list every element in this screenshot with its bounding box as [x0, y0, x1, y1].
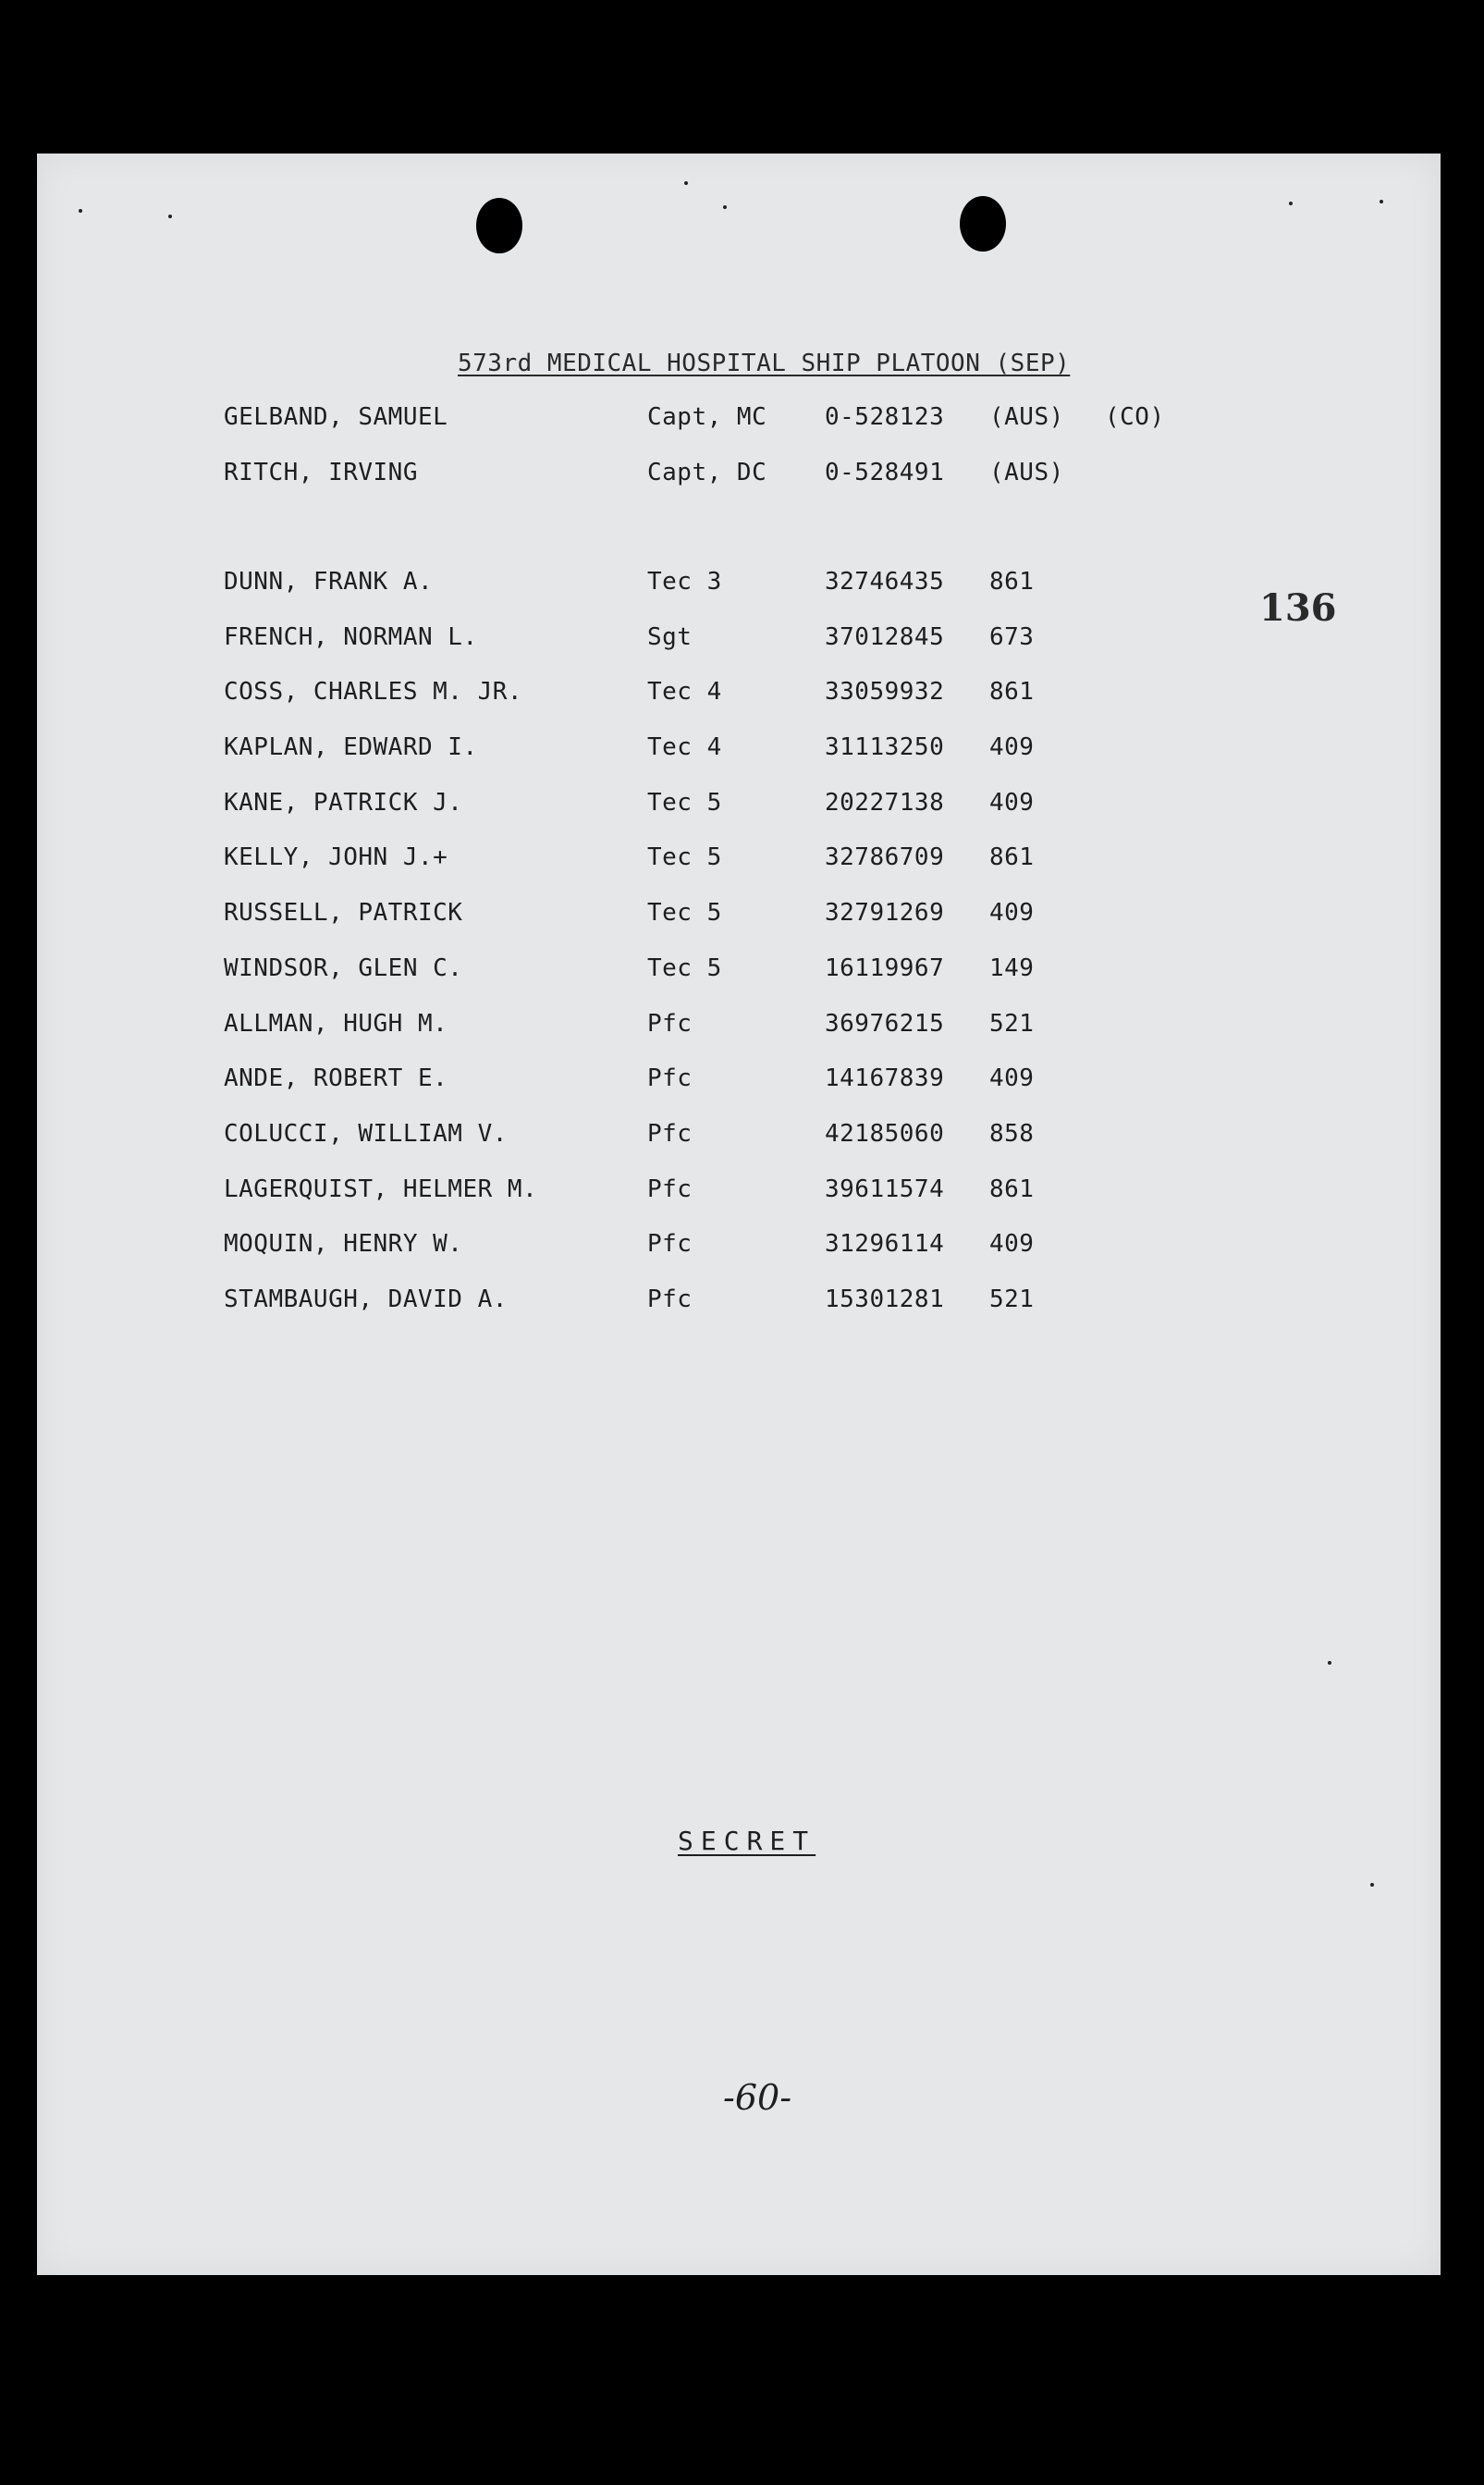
- officer-note: (CO): [1105, 403, 1165, 431]
- enlisted-code: 149: [989, 954, 1035, 982]
- enlisted-rank: Tec 5: [647, 899, 722, 927]
- enlisted-rank: Pfc: [647, 1120, 693, 1148]
- enlisted-serial: 36976215: [825, 1010, 945, 1038]
- officer-component: (AUS): [989, 403, 1064, 431]
- enlisted-serial: 31113250: [825, 733, 945, 761]
- paper-speck: [1328, 1661, 1331, 1665]
- enlisted-name: ANDE, ROBERT E.: [224, 1064, 448, 1092]
- enlisted-code: 409: [989, 1230, 1035, 1258]
- enlisted-row: [37, 623, 1441, 660]
- officer-component: (AUS): [989, 459, 1064, 486]
- enlisted-rank: Tec 5: [647, 843, 722, 871]
- enlisted-serial: 16119967: [825, 954, 945, 982]
- enlisted-row: [37, 733, 1441, 770]
- officer-rank: Capt, MC: [647, 403, 767, 431]
- paper-speck: [79, 209, 82, 213]
- enlisted-code: 409: [989, 789, 1035, 817]
- enlisted-serial: 32746435: [825, 568, 945, 596]
- enlisted-row: [37, 1010, 1441, 1047]
- enlisted-name: KELLY, JOHN J.+: [224, 843, 448, 871]
- officer-row: [37, 459, 1441, 496]
- enlisted-row: [37, 789, 1441, 826]
- paper-speck: [168, 215, 172, 218]
- enlisted-row: [37, 843, 1441, 880]
- enlisted-name: STAMBAUGH, DAVID A.: [224, 1286, 508, 1313]
- enlisted-name: LAGERQUIST, HELMER M.: [224, 1175, 538, 1203]
- enlisted-row: [37, 1064, 1441, 1101]
- enlisted-rank: Tec 3: [647, 568, 722, 596]
- enlisted-rank: Pfc: [647, 1064, 693, 1092]
- enlisted-code: 521: [989, 1286, 1035, 1313]
- enlisted-code: 858: [989, 1120, 1035, 1148]
- enlisted-code: 409: [989, 1064, 1035, 1092]
- officer-rank: Capt, DC: [647, 459, 767, 486]
- enlisted-rank: Tec 5: [647, 789, 722, 817]
- enlisted-serial: 32791269: [825, 899, 945, 927]
- enlisted-name: DUNN, FRANK A.: [224, 568, 434, 596]
- enlisted-code: 409: [989, 733, 1035, 761]
- enlisted-name: KAPLAN, EDWARD I.: [224, 733, 478, 761]
- paper-speck: [1380, 200, 1383, 203]
- archive-stamp-number: 136: [1259, 586, 1337, 630]
- enlisted-name: RUSSELL, PATRICK: [224, 899, 463, 927]
- paper-speck: [723, 205, 727, 209]
- enlisted-rank: Pfc: [647, 1010, 693, 1038]
- enlisted-serial: 31296114: [825, 1230, 945, 1258]
- enlisted-serial: 42185060: [825, 1120, 945, 1148]
- enlisted-name: FRENCH, NORMAN L.: [224, 623, 478, 651]
- enlisted-row: [37, 1230, 1441, 1267]
- enlisted-name: WINDSOR, GLEN C.: [224, 954, 463, 982]
- enlisted-row: [37, 568, 1441, 605]
- enlisted-code: 861: [989, 568, 1035, 596]
- officer-serial: 0-528123: [825, 403, 945, 431]
- enlisted-serial: 15301281: [825, 1286, 945, 1313]
- enlisted-row: [37, 1120, 1441, 1157]
- enlisted-serial: 33059932: [825, 678, 945, 706]
- enlisted-serial: 39611574: [825, 1175, 945, 1203]
- enlisted-rank: Tec 4: [647, 678, 722, 706]
- enlisted-name: KANE, PATRICK J.: [224, 789, 463, 817]
- officer-serial: 0-528491: [825, 459, 945, 486]
- officer-name: RITCH, IRVING: [224, 459, 418, 486]
- enlisted-name: COLUCCI, WILLIAM V.: [224, 1120, 508, 1148]
- enlisted-rank: Sgt: [647, 623, 693, 651]
- enlisted-rank: Tec 5: [647, 954, 722, 982]
- enlisted-code: 861: [989, 843, 1035, 871]
- classification-marking: SECRET: [678, 1826, 816, 1856]
- paper-speck: [1289, 202, 1293, 205]
- enlisted-serial: 37012845: [825, 623, 945, 651]
- paper-speck: [1370, 1883, 1374, 1887]
- enlisted-serial: 20227138: [825, 789, 945, 817]
- officer-name: GELBAND, SAMUEL: [224, 403, 448, 431]
- enlisted-row: [37, 678, 1441, 715]
- enlisted-code: 673: [989, 623, 1035, 651]
- document-sheet: [37, 154, 1441, 2275]
- enlisted-code: 861: [989, 678, 1035, 706]
- enlisted-row: [37, 954, 1441, 991]
- enlisted-code: 861: [989, 1175, 1035, 1203]
- officer-row: [37, 403, 1441, 440]
- enlisted-rank: Pfc: [647, 1230, 693, 1258]
- enlisted-name: COSS, CHARLES M. JR.: [224, 678, 523, 706]
- enlisted-code: 521: [989, 1010, 1035, 1038]
- paper-speck: [684, 181, 688, 185]
- enlisted-code: 409: [989, 899, 1035, 927]
- punch-hole-left: [476, 198, 522, 253]
- enlisted-row: [37, 1175, 1441, 1212]
- enlisted-rank: Pfc: [647, 1175, 693, 1203]
- page-number: -60-: [723, 2077, 792, 2118]
- enlisted-row: [37, 1286, 1441, 1322]
- enlisted-row: [37, 899, 1441, 936]
- enlisted-name: MOQUIN, HENRY W.: [224, 1230, 463, 1258]
- enlisted-rank: Tec 4: [647, 733, 722, 761]
- enlisted-name: ALLMAN, HUGH M.: [224, 1010, 448, 1038]
- enlisted-rank: Pfc: [647, 1286, 693, 1313]
- document-title: 573rd MEDICAL HOSPITAL SHIP PLATOON (SEP): [458, 350, 1071, 377]
- enlisted-serial: 32786709: [825, 843, 945, 871]
- punch-hole-right: [960, 196, 1006, 252]
- enlisted-serial: 14167839: [825, 1064, 945, 1092]
